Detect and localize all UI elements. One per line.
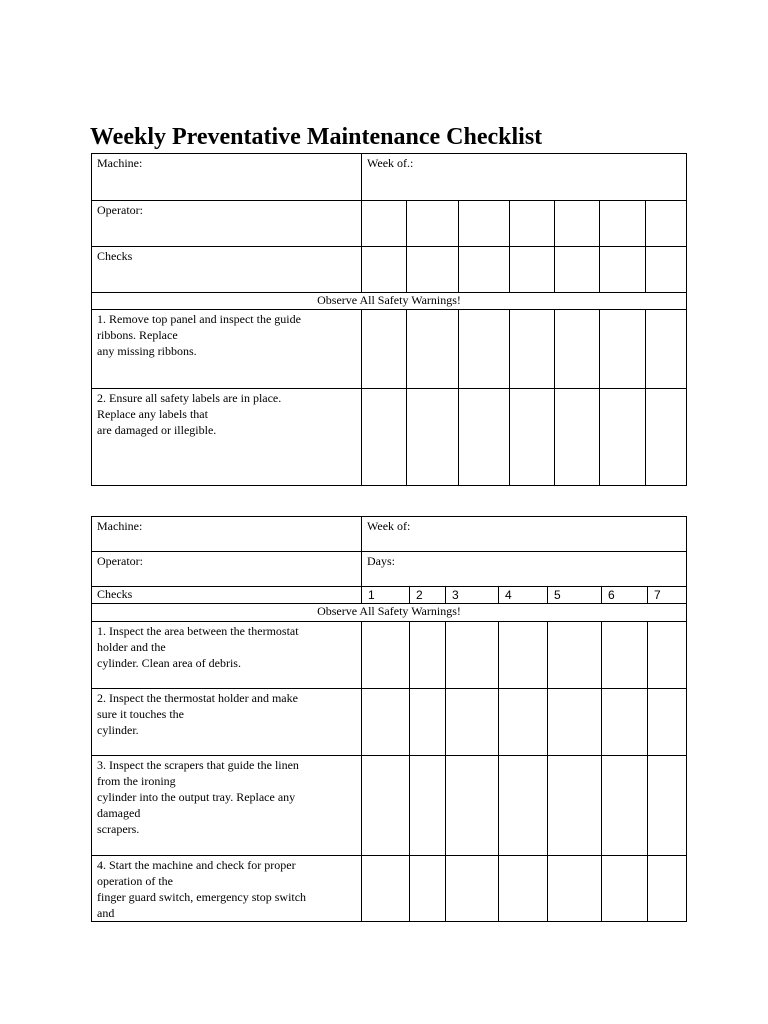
description-line: 1. Remove top panel and inspect the guide: [97, 312, 301, 326]
week-of-label: Week of:: [367, 519, 411, 533]
check-box-cell[interactable]: [446, 622, 499, 689]
checks-cell: [92, 247, 362, 293]
days-cell[interactable]: [362, 552, 687, 587]
description-line: operation of the: [97, 874, 173, 888]
description-line: cylinder.: [97, 723, 139, 737]
day-cell[interactable]: [407, 201, 459, 247]
description-line: damaged: [97, 806, 141, 820]
check-item-description: [92, 756, 362, 856]
check-box-cell[interactable]: [648, 622, 687, 689]
check-box-cell[interactable]: [362, 389, 407, 486]
day-number-6: 6: [602, 587, 648, 604]
machine-cell[interactable]: [92, 154, 362, 201]
check-box-cell[interactable]: [362, 310, 407, 389]
operator-label: Operator:: [97, 203, 143, 217]
description-line: 2. Ensure all safety labels are in place.: [97, 391, 282, 405]
description-line: holder and the: [97, 640, 166, 654]
description-line: are damaged or illegible.: [97, 423, 217, 437]
check-box-cell[interactable]: [499, 756, 548, 856]
week-of-cell[interactable]: [362, 517, 687, 552]
check-box-cell[interactable]: [407, 389, 459, 486]
check-box-cell[interactable]: [362, 689, 410, 756]
check-box-cell[interactable]: [410, 622, 446, 689]
check-item-description: [92, 622, 362, 689]
check-box-cell[interactable]: [510, 310, 555, 389]
check-box-cell[interactable]: [446, 856, 499, 922]
check-box-cell[interactable]: [499, 622, 548, 689]
check-box-cell[interactable]: [499, 856, 548, 922]
check-item-description: [92, 310, 362, 389]
description-line: finger guard switch, emergency stop switch: [97, 890, 307, 904]
days-label: Days:: [367, 554, 395, 568]
description-line: cylinder into the output tray. Replace any: [97, 790, 296, 804]
week-of-label: Week of.:: [367, 156, 414, 170]
check-box-cell[interactable]: [362, 622, 410, 689]
check-item-description: [92, 689, 362, 756]
day-number-5: 5: [548, 587, 602, 604]
checklist-table-1: [91, 153, 687, 486]
description-line: 1. Inspect the area between the thermostat: [97, 624, 299, 638]
day-number-4: 4: [499, 587, 548, 604]
safety-banner: Observe All Safety Warnings!: [92, 604, 687, 622]
check-box-cell[interactable]: [600, 389, 646, 486]
description-line: Replace any labels that: [97, 407, 208, 421]
operator-label: Operator:: [97, 554, 143, 568]
description-line: cylinder. Clean area of debris.: [97, 656, 241, 670]
check-box-cell[interactable]: [548, 756, 602, 856]
day-number-2: 2: [410, 587, 446, 604]
description-line: 3. Inspect the scrapers that guide the linen: [97, 758, 299, 772]
check-box-cell[interactable]: [600, 310, 646, 389]
day-cell[interactable]: [510, 201, 555, 247]
check-item-description: [92, 856, 362, 922]
check-header-cell[interactable]: [362, 247, 407, 293]
day-cell[interactable]: [555, 201, 600, 247]
day-number-7: 7: [648, 587, 687, 604]
machine-label: Machine:: [97, 156, 143, 170]
check-box-cell[interactable]: [602, 756, 648, 856]
check-box-cell[interactable]: [510, 389, 555, 486]
operator-cell[interactable]: [92, 552, 362, 587]
day-cell[interactable]: [459, 201, 510, 247]
checklist-table-2: [91, 516, 687, 922]
checks-label: Checks: [97, 587, 133, 601]
check-box-cell[interactable]: [548, 856, 602, 922]
check-box-cell[interactable]: [555, 310, 600, 389]
page-title: Weekly Preventative Maintenance Checklist: [90, 124, 543, 150]
check-box-cell[interactable]: [459, 310, 510, 389]
description-line: sure it touches the: [97, 707, 184, 721]
check-header-cell[interactable]: [407, 247, 459, 293]
check-header-cell[interactable]: [555, 247, 600, 293]
check-box-cell[interactable]: [499, 689, 548, 756]
week-of-cell[interactable]: [362, 154, 687, 201]
check-box-cell[interactable]: [646, 310, 687, 389]
day-cell[interactable]: [362, 201, 407, 247]
check-box-cell[interactable]: [459, 389, 510, 486]
check-header-cell[interactable]: [646, 247, 687, 293]
check-box-cell[interactable]: [362, 856, 410, 922]
check-box-cell[interactable]: [362, 756, 410, 856]
day-cell[interactable]: [600, 201, 646, 247]
day-number-1: 1: [362, 587, 410, 604]
check-box-cell[interactable]: [648, 756, 687, 856]
day-cell[interactable]: [646, 201, 687, 247]
check-box-cell[interactable]: [410, 756, 446, 856]
check-box-cell[interactable]: [410, 689, 446, 756]
check-box-cell[interactable]: [410, 856, 446, 922]
check-box-cell[interactable]: [446, 689, 499, 756]
check-box-cell[interactable]: [648, 689, 687, 756]
check-header-cell[interactable]: [600, 247, 646, 293]
description-line: scrapers.: [97, 822, 140, 836]
machine-label: Machine:: [97, 519, 143, 533]
check-header-cell[interactable]: [459, 247, 510, 293]
description-line: ribbons. Replace: [97, 328, 178, 342]
check-box-cell[interactable]: [548, 622, 602, 689]
check-box-cell[interactable]: [407, 310, 459, 389]
operator-cell[interactable]: [92, 201, 362, 247]
description-line: 4. Start the machine and check for proper: [97, 858, 296, 872]
check-item-description: [92, 389, 362, 486]
description-line: from the ironing: [97, 774, 176, 788]
description-line: any missing ribbons.: [97, 344, 197, 358]
check-box-cell[interactable]: [646, 389, 687, 486]
check-box-cell[interactable]: [648, 856, 687, 922]
check-box-cell[interactable]: [602, 856, 648, 922]
safety-banner: Observe All Safety Warnings!: [92, 293, 687, 310]
machine-cell[interactable]: [92, 517, 362, 552]
check-box-cell[interactable]: [602, 689, 648, 756]
check-box-cell[interactable]: [602, 622, 648, 689]
description-line: and: [97, 906, 115, 920]
day-number-3: 3: [446, 587, 499, 604]
check-box-cell[interactable]: [446, 756, 499, 856]
description-line: 2. Inspect the thermostat holder and make: [97, 691, 298, 705]
check-header-cell[interactable]: [510, 247, 555, 293]
checks-label: Checks: [97, 249, 133, 263]
checks-cell: [92, 587, 362, 604]
check-box-cell[interactable]: [548, 689, 602, 756]
check-box-cell[interactable]: [555, 389, 600, 486]
